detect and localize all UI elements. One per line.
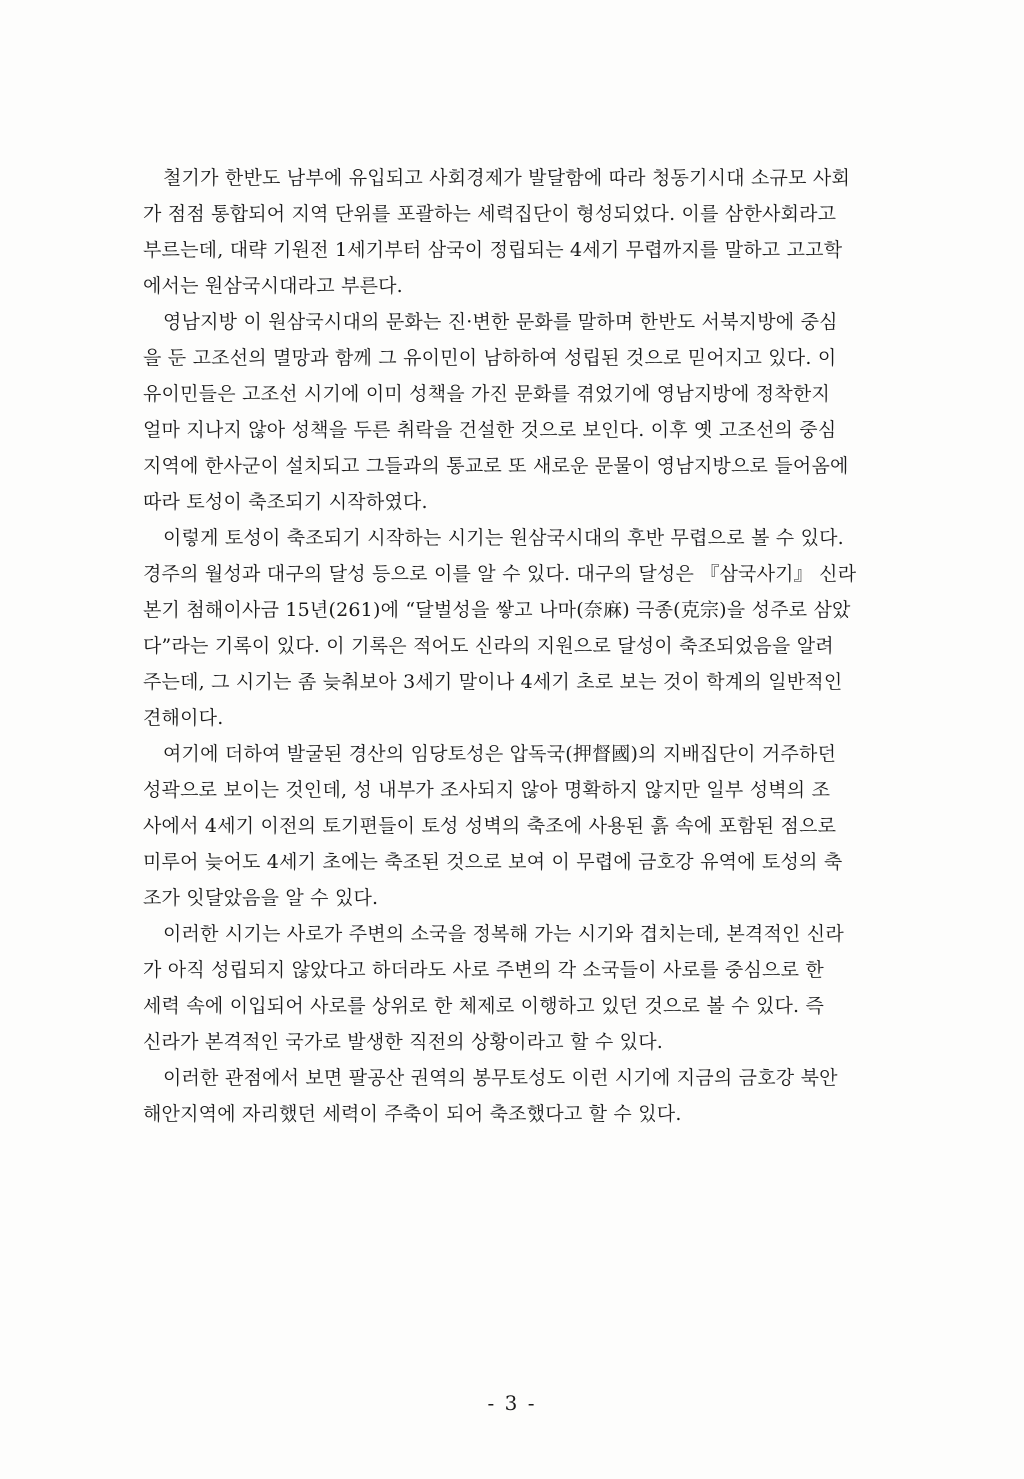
page-number: - 3 - — [487, 1391, 537, 1415]
paragraph-saro-expansion: 이러한 시기는 사로가 주변의 소국을 정복해 가는 시기와 겹치는데, 본격적인 신라 가 아직 성립되지 않았다고 하더라도 사로 주변의 각 소국들이 사로를 중심으로 한 세력 속에 이입되어 사로를 상위로 한 체제로 이행하고 있던 것으로 볼 수 있다. 즉 신라가 본격적인 국가로 발생한 직전의 상황이라고 할 수 있다. — [143, 923, 844, 1053]
document-body — [143, 160, 907, 1132]
paragraph-bongmu-fortress: 이러한 관점에서 보면 팔공산 권역의 봉무토성도 이런 시기에 지금의 금호강 북안 해안지역에 자리했던 세력이 주축이 되어 축조했다고 할 수 있다. — [143, 1067, 838, 1125]
paragraph-imdang-fortress: 여기에 더하여 발굴된 경산의 임당토성은 압독국(押督國)의 지배집단이 거주하던 성곽으로 보이는 것인데, 성 내부가 조사되지 않아 명확하지 않지만 일부 성벽의 조 사에서 4세기 이전의 토기편들이 토성 성벽의 축조에 사용된 흙 속에 포함된 점으로 미루어 늦어도 4세기 초에는 축조된 것으로 보여 이 무렵에 금호강 유역에 토성의 축 조가 잇달았음을 알 수 있다. — [143, 743, 843, 909]
paragraph-yeongnam-culture: 영남지방 이 원삼국시대의 문화는 진·변한 문화를 말하며 한반도 서북지방에 중심 을 둔 고조선의 멸망과 함께 그 유이민이 남하하여 성립된 것으로 믿어지고 있다. 이 유이민들은 고조선 시기에 이미 성책을 가진 문화를 겪었기에 영남지방에 정착한지 얼마 지나지 않아 성책을 두른 취락을 건설한 것으로 보인다. 이후 옛 고조선의 중심 지역에 한사군이 설치되고 그들과의 통교로 또 새로운 문물이 영남지방으로 들어옴에 따라 토성이 축조되기 시작하였다. — [143, 311, 849, 513]
paragraph-earthen-fortress-period: 이렇게 토성이 축조되기 시작하는 시기는 원삼국시대의 후반 무렵으로 볼 수 있다. 경주의 월성과 대구의 달성 등으로 이를 알 수 있다. 대구의 달성은 『삼국사기』 신라 본기 첨해이사금 15년(261)에 “달벌성을 쌓고 나마(奈麻) 극종(克宗)을 성주로 삼았 다”라는 기록이 있다. 이 기록은 적어도 신라의 지원으로 달성이 축조되었음을 알려 주는데, 그 시기는 좀 늦춰보아 3세기 말이나 4세기 초로 보는 것이 학계의 일반적인 견해이다. — [143, 527, 857, 729]
paragraph-samhan-society: 철기가 한반도 남부에 유입되고 사회경제가 발달함에 따라 청동기시대 소규모 사회 가 점점 통합되어 지역 단위를 포괄하는 세력집단이 형성되었다. 이를 삼한사회라고 부르는데, 대략 기원전 1세기부터 삼국이 정립되는 4세기 무렵까지를 말하고 고고학 에서는 원삼국시대라고 부른다. — [143, 167, 850, 297]
